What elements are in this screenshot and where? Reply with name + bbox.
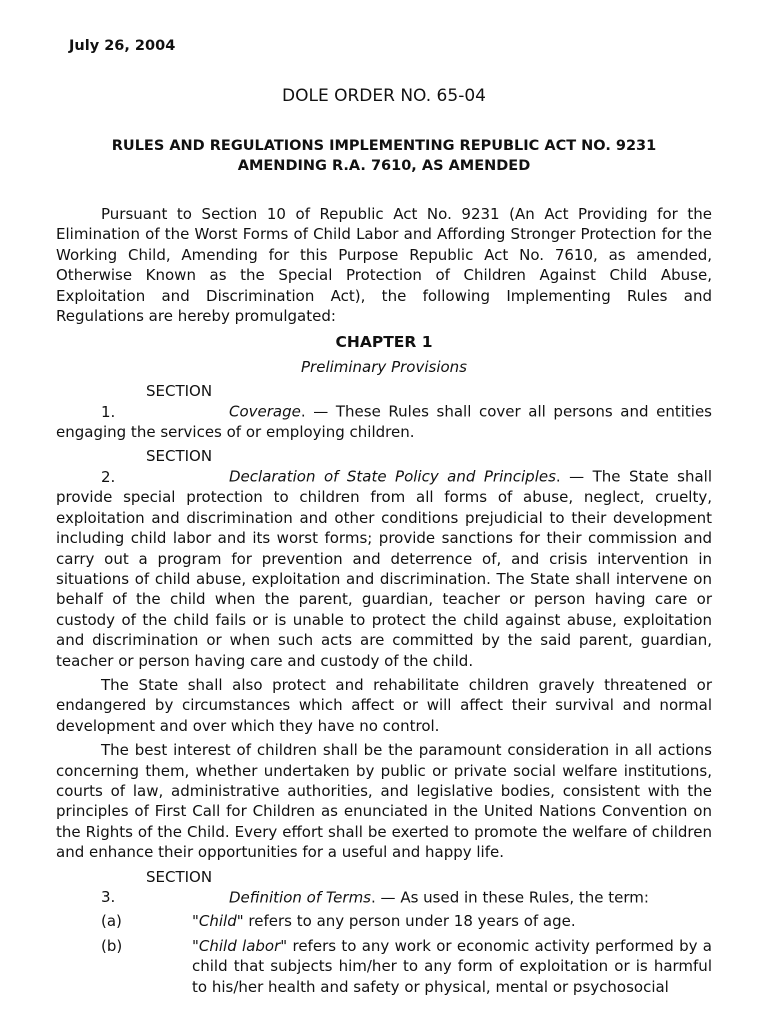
definition-term: Child: [198, 912, 237, 931]
definition-body: " refers to any work or economic activity performed by a child that subjects him/her to any form of exploitation or is harmful to his/her health and safety or physical, mental or psychosocial: [192, 936, 712, 996]
definition-body: " refers to any person under 18 years of age.: [236, 912, 576, 931]
section-1-text: . — These Rules shall cover all persons and entities engaging the services of or employing children.: [56, 402, 712, 442]
section-1-heading: Coverage: [229, 402, 301, 421]
definition-item: [56, 911, 712, 931]
definition-item: [56, 936, 712, 997]
definition-label: (a): [101, 912, 122, 931]
document-body: [56, 204, 712, 997]
section-2-heading: Declaration of State Policy and Principles: [229, 467, 556, 486]
rules-title-line1: RULES AND REGULATIONS IMPLEMENTING REPUBLIC ACT NO. 9231: [111, 138, 657, 154]
section-2-text: . — The State shall provide special protection to children from all forms of abuse, neglect, cruelty, exploitation and discrimination and other conditions prejudicial to their development including child labor and its worst forms; provide sanctions for their commission and carry out a program for prevention and deterrence of, and crisis intervention in situations of child abuse, exploitation and discrimination. The State shall intervene on behalf of the child when the parent, guardian, teacher or person having care or custody of the child fails or is unable to protect the child against abuse, exploitation and discrimination or when such acts are committed by the said parent, guardian, teacher or person having care and custody of the child.: [56, 467, 712, 670]
section-3-number: SECTION 3.: [101, 867, 213, 906]
section-3: [56, 867, 712, 908]
definition-text: "Child labor" refers to any work or economic activity performed by a child that subjects him/her to any form of exploitation or is harmful to his/her health and safety or physical, mental or psychosocial: [192, 936, 712, 996]
section-2: [56, 446, 712, 670]
chapter-title: CHAPTER 1: [335, 333, 433, 352]
definition-text: "Child" refers to any person under 18 years of age.: [192, 912, 576, 931]
intro-paragraph: Pursuant to Section 10 of Republic Act No. 9231 (An Act Providing for the Elimination of the Worst Forms of Child Labor and Affording Stronger Protection for the Working Child, Amending for this Purpose Republic Act No. 7610, as amended, Otherwise Known as the Special Protection of Children Against Child Abuse, Exploitation and Discrimination Act), the following Implementing Rules and Regulations are hereby promulgated:: [56, 205, 712, 326]
section-2-paragraph-3: The best interest of children shall be the paramount consideration in all actions concerning them, whether undertaken by public or private social welfare institutions, courts of law, administrative authorities, and legislative bodies, consistent with the principles of First Call for Children as enunciated in the United Nations Convention on the Rights of the Child. Every effort shall be exerted to promote the welfare of children and enhance their opportunities for a useful and happy life.: [56, 741, 712, 862]
section-1-number: SECTION 1.: [101, 382, 213, 421]
section-1: [56, 381, 712, 442]
definition-term: Child labor: [198, 936, 281, 955]
section-3-heading: Definition of Terms: [229, 888, 372, 906]
section-3-text: . — As used in these Rules, the term:: [371, 888, 649, 906]
document-date: July 26, 2004: [69, 38, 176, 54]
rules-title-line2: AMENDING R.A. 7610, AS AMENDED: [237, 158, 531, 174]
section-2-paragraph-2: The State shall also protect and rehabilitate children gravely threatened or endangered by circumstances which affect or will affect their survival and normal development and over which they have no control.: [56, 675, 712, 735]
definition-label: (b): [101, 936, 123, 955]
rules-title: [56, 136, 712, 176]
order-title: DOLE ORDER NO. 65-04: [282, 86, 486, 106]
chapter-subtitle: Preliminary Provisions: [301, 357, 467, 376]
section-2-number: SECTION 2.: [101, 447, 213, 486]
